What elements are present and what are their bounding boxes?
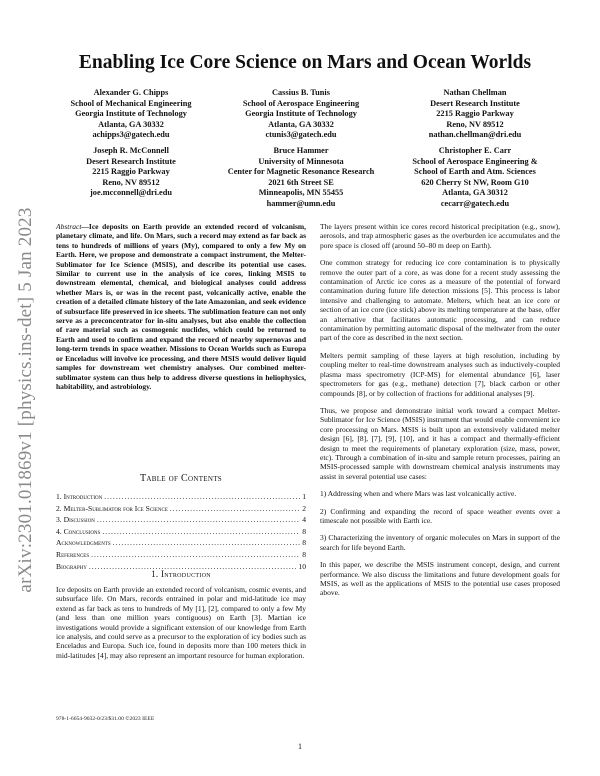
author-affiliation: Desert Research Institute bbox=[430, 98, 520, 108]
author-affiliation: School of Aerospace Engineering bbox=[242, 98, 360, 108]
paragraph: Melters permit sampling of these layers at high resolution, including by coupling melter to real-time downstream analyses such as inductively-coupled plasma mass spectrometry (ICP-MS) for elemental abundance [6], laser spectrometers for gas (e.g., methane) detection [7], black carbon or other compounds [8], or by collection of fractions for additional analyses [9]. bbox=[320, 350, 560, 398]
author-block-1 bbox=[56, 88, 206, 141]
abstract-text: —Ice deposits on Earth provide an extended record of volcanism, planetary climate, and life. On Mars, such a record may extend as far back as tens to hundreds of millions of years (My), compared to only a few My on Earth. Here, we propose and demonstrate a compact instrument, the Melter-Sublimator for Ice Science (MSIS), and describe its potential use cases. Similar to current use in the analysis of ice cores, linking MSIS to downstream elemental, chemical, and biological analyses could address whether Mars is, or was in the recent past, volcanically active, enable the creation of a detailed climate history of the late Amazonian, and seek evidence of subsurface life preserved in ice sheets. The sublimation feature can not only serve as a preconcentrator for in-situ analyses, but also enable the collection of rare material such as cosmogenic nuclides, which could be returned to Earth and used to confirm and expand the record of nearby supernovas and long-term trends in space weather. Missions to Ocean Worlds such as Europa or Enceladus will involve ice processing, and there MSIS would deliver liquid samples for downstream wet chemistry analyses. Our combined melter-sublimator system can thus help to address diverse questions in heliophysics, habitability, and astrobiology. bbox=[56, 222, 306, 391]
right-column-body bbox=[320, 222, 560, 606]
arxiv-identifier: arXiv:2301.01869v1 [physics.ins-det] 5 Jan 2023 bbox=[15, 207, 36, 593]
author-affiliation: Georgia Institute of Technology bbox=[245, 109, 357, 119]
author-affiliation: School of Mechanical Engineering bbox=[70, 98, 192, 108]
toc-entry[interactable] bbox=[56, 492, 306, 504]
toc-page: 4 bbox=[302, 515, 306, 525]
author-affiliation: 2021 6th Street SE bbox=[268, 177, 334, 187]
toc-entry[interactable] bbox=[56, 527, 306, 539]
toc-page: 8 bbox=[302, 526, 306, 536]
author-email: cecarr@gatech.edu bbox=[440, 198, 510, 208]
author-affiliation: Center for Magnetic Resonance Research bbox=[227, 167, 375, 177]
author-affiliation: School of Earth and Atm. Sciences bbox=[414, 167, 536, 177]
toc-label: Biography bbox=[56, 561, 87, 571]
author-email: hammer@umn.edu bbox=[266, 198, 336, 208]
section-heading-introduction: 1. Introduction bbox=[151, 569, 211, 579]
paragraph: One common strategy for reducing ice core contamination is to physically remove the outer part of a core, as was done for a recent study assessing the contamination of Arctic ice cores as a measure of the potential of forward contamination during future life detection missions [5]. This process is labor intensive and challenging to automate. Melters, which heat an ice core or section of an ice core (ice stick) above its melting temperature at the base, offer an alternative that facilitates automatic processing, and can reduce contamination by permitting automatic disposal of the meltwater from the outer part of the core as described in the next section. bbox=[320, 258, 560, 343]
author-affiliation: Desert Research Institute bbox=[86, 156, 176, 166]
toc-label: 2. Melter-Sublimator for Ice Science bbox=[56, 503, 168, 513]
abstract-lead: Abstract bbox=[56, 222, 82, 231]
paper-title: Enabling Ice Core Science on Mars and Ocean Worlds bbox=[78, 52, 532, 73]
author-block-5 bbox=[211, 146, 391, 210]
toc-page: 8 bbox=[302, 538, 306, 548]
list-item: 2) Confirming and expanding the record of space weather events over a timescale not possible with Earth ice. bbox=[320, 506, 560, 525]
author-affiliation: 2215 Raggio Parkway bbox=[436, 109, 514, 119]
introduction-body bbox=[56, 585, 306, 668]
author-email: nathan.chellman@dri.edu bbox=[428, 130, 522, 140]
author-affiliation: Atlanta, GA 30332 bbox=[268, 119, 334, 129]
toc-label: Acknowledgments bbox=[56, 538, 111, 548]
author-affiliation: Minneapolis, MN 55455 bbox=[258, 188, 344, 198]
author-affiliation: 620 Cherry St NW, Room G10 bbox=[421, 177, 529, 187]
toc-page: 1 bbox=[302, 492, 306, 501]
toc-label: References bbox=[56, 549, 90, 559]
author-block-3 bbox=[400, 88, 550, 141]
paragraph: Thus, we propose and demonstrate initial work toward a compact Melter-Sublimator for Ice Science (MSIS) instrument that would enable convenient ice core processing on Mars. MSIS is built upon an extensively validated melter design [6], [8], [7], [9], [10], and it has a compact and thermally-efficient design to meet the requirements of planetary exploration (size, mass, power, etc). Through a combination of in-situ and sample return processes, pairing an MSIS-processed sample with downstream chemical analysis instruments may assist in several potential use cases: bbox=[320, 405, 560, 481]
arxiv-stamp bbox=[6, 207, 46, 593]
author-name: Nathan Chellman bbox=[443, 88, 507, 97]
toc-label: 4. Conclusions bbox=[56, 526, 101, 536]
author-name: Christopher E. Carr bbox=[438, 146, 512, 155]
paragraph: In this paper, we describe the MSIS instrument concept, design, and current performance. We also discuss the limitations and future development goals for MSIS, as well as the applications of MSIS to the potential use cases proposed above. bbox=[320, 560, 560, 598]
paragraph: The layers present within ice cores record historical precipitation (e.g., snow), aerosols, and trap atmospheric gases as the overburden ice accumulates and the pore space is closed off (around 50–80 m deep on Earth). bbox=[320, 222, 560, 250]
toc-entry[interactable] bbox=[56, 538, 306, 550]
author-affiliation: Atlanta, GA 30332 bbox=[98, 119, 164, 129]
toc-page: 8 bbox=[302, 549, 306, 559]
author-affiliation: Georgia Institute of Technology bbox=[75, 109, 187, 119]
author-block-6 bbox=[388, 146, 562, 210]
author-name: Joseph R. McConnell bbox=[93, 146, 169, 155]
toc-entry[interactable] bbox=[56, 550, 306, 562]
toc-entry[interactable] bbox=[56, 515, 306, 527]
author-name: Bruce Hammer bbox=[273, 146, 329, 155]
author-email: joe.mcconnell@dri.edu bbox=[90, 188, 172, 198]
page-number: 1 bbox=[298, 742, 302, 751]
paragraph: Ice deposits on Earth provide an extended record of volcanism, cosmic events, and subsurface life. On Mars, records entrained in polar and mid-latitude ice may extend as far back as tens to hundreds of My [1], [2], compared to only a few My (and less than one million years contiguous) on Earth [3]. Martian ice investigations would provide a significant extension of our knowledge from Earth ice analysis, and could serve as a precursor to the exploration of icy bodies such as Enceladus and Europa. Such ice, found in deposits more than 100 meters thick in mid-latitudes [4], may also represent an important resource for human exploration. bbox=[56, 585, 306, 660]
author-name: Cassius B. Tunis bbox=[272, 88, 330, 97]
author-affiliation: Reno, NV 89512 bbox=[446, 119, 504, 129]
author-name: Alexander G. Chipps bbox=[93, 88, 169, 97]
author-affiliation: 2215 Raggio Parkway bbox=[92, 167, 170, 177]
toc-page: 10 bbox=[298, 561, 306, 571]
author-block-2 bbox=[226, 88, 376, 141]
author-affiliation: School of Aerospace Engineering & bbox=[412, 156, 538, 166]
author-block-4 bbox=[56, 146, 206, 199]
toc-label: 1. Introduction bbox=[56, 492, 103, 501]
copyright-footnote: 978-1-6654-9032-0/23/$31.00 ©2023 IEEE bbox=[56, 716, 155, 722]
list-item: 3) Characterizing the inventory of organic molecules on Mars in support of the search for life beyond Earth. bbox=[320, 533, 560, 552]
toc-page: 2 bbox=[302, 503, 306, 513]
list-item: 1) Addressing when and where Mars was last volcanically active. bbox=[320, 489, 517, 499]
toc-title: Table of Contents bbox=[140, 473, 222, 484]
author-affiliation: Atlanta, GA 30312 bbox=[442, 188, 508, 198]
author-affiliation: University of Minnesota bbox=[258, 156, 344, 166]
toc-label: 3. Discussion bbox=[56, 515, 95, 525]
abstract bbox=[56, 222, 306, 391]
toc-entry[interactable] bbox=[56, 504, 306, 516]
author-email: ctunis3@gatech.edu bbox=[265, 130, 337, 140]
author-email: achipps3@gatech.edu bbox=[92, 130, 170, 140]
table-of-contents bbox=[56, 492, 306, 573]
author-affiliation: Reno, NV 89512 bbox=[102, 177, 160, 187]
